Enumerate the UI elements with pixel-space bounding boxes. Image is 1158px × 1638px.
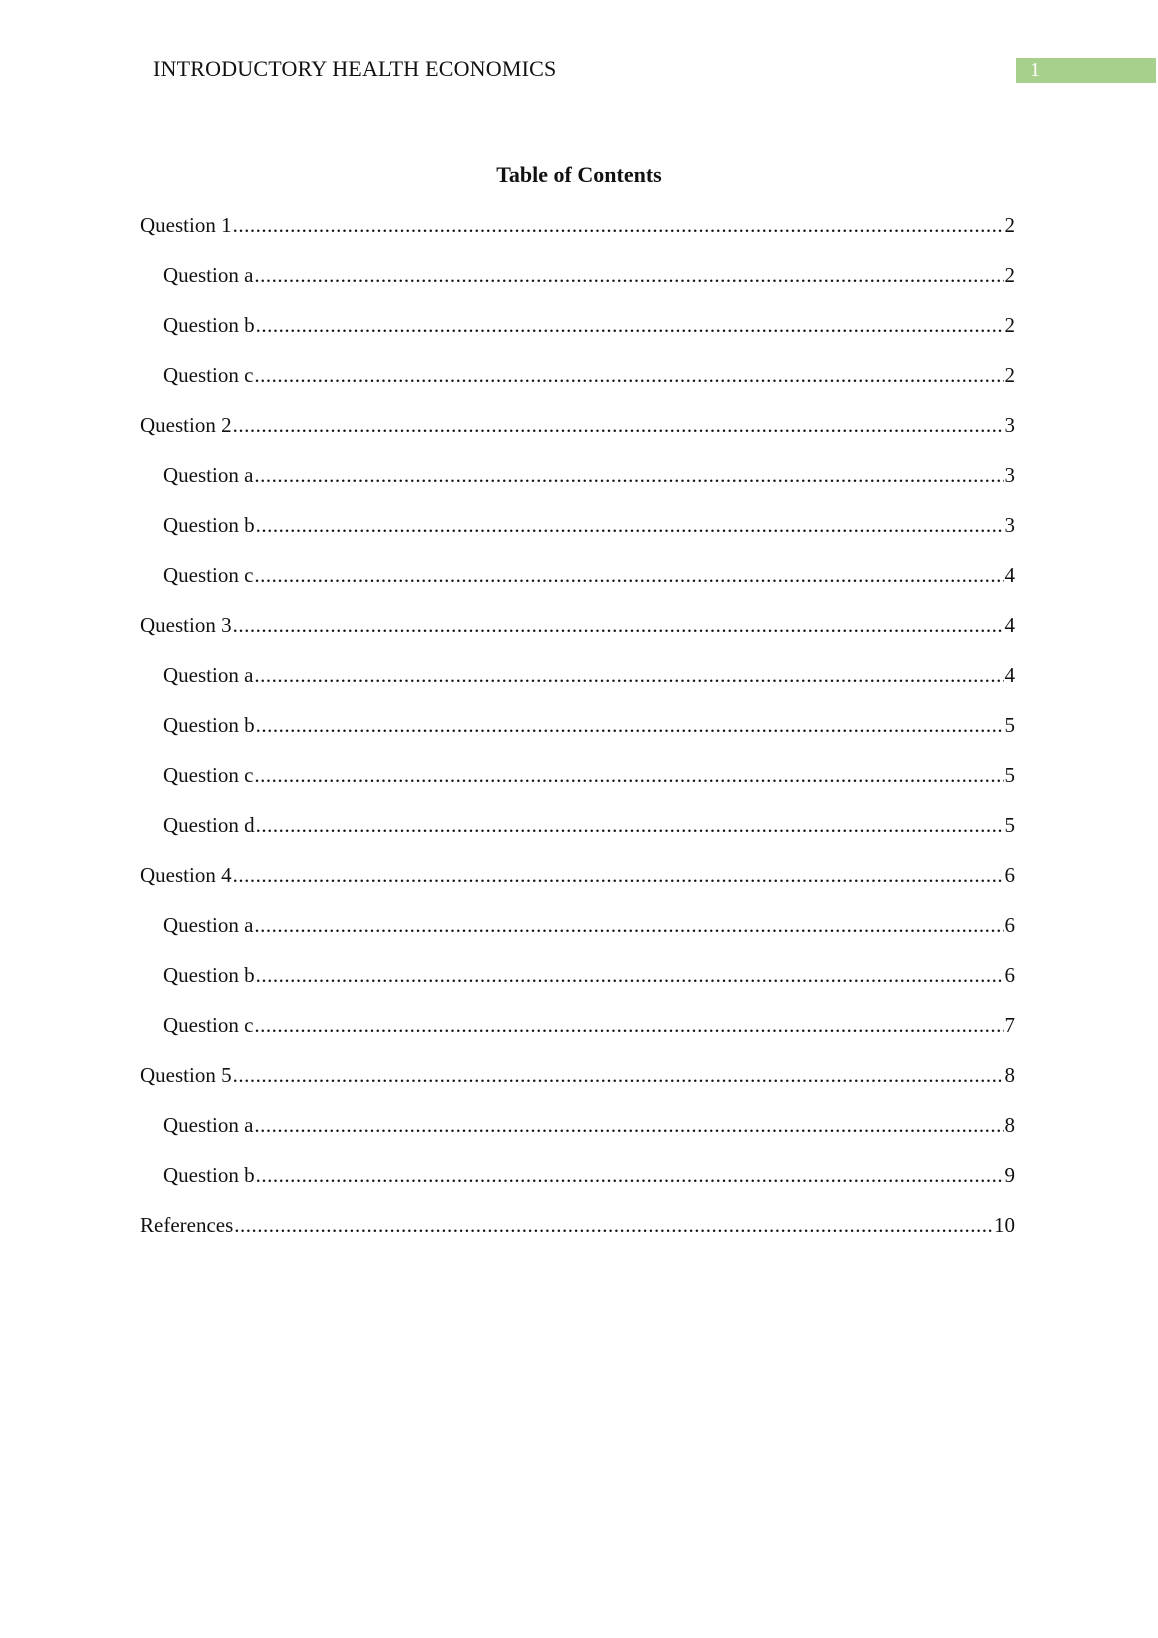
toc-entry-label: Question 1 [140, 213, 232, 237]
toc-entry[interactable] [140, 762, 1015, 812]
toc-entry-page-number: 2 [1004, 363, 1015, 387]
toc-entry-label: Question c [163, 1013, 254, 1037]
toc-entry[interactable] [140, 412, 1015, 462]
toc-entry[interactable] [140, 512, 1015, 562]
toc-dot-leader [233, 862, 1004, 888]
toc-entry-page-number: 2 [1004, 263, 1015, 287]
toc-heading: Table of Contents [496, 162, 662, 187]
toc-entry-page-number: 7 [1004, 1013, 1015, 1037]
toc-entry-page-number: 4 [1004, 563, 1015, 587]
toc-entry-page-number: 4 [1004, 663, 1015, 687]
toc-entry-label: Question b [163, 513, 255, 537]
toc-entry-label: Question b [163, 313, 255, 337]
toc-entry-label: Question c [163, 763, 254, 787]
toc-entry[interactable] [140, 1162, 1015, 1212]
toc-entry-page-number: 3 [1004, 513, 1015, 537]
toc-dot-leader [256, 812, 1004, 838]
toc-entry[interactable] [140, 862, 1015, 912]
toc-entry[interactable] [140, 462, 1015, 512]
toc-entry[interactable] [140, 362, 1015, 412]
page-number-badge: 1 [1016, 58, 1156, 83]
toc-dot-leader [233, 612, 1004, 638]
toc-entry-page-number: 2 [1004, 213, 1015, 237]
toc-dot-leader [254, 262, 1003, 288]
toc-entry-page-number: 10 [994, 1213, 1015, 1237]
toc-entry-page-number: 3 [1004, 413, 1015, 437]
toc-entry[interactable] [140, 912, 1015, 962]
toc-entry-label: Question d [163, 813, 255, 837]
toc-entry[interactable] [140, 1112, 1015, 1162]
toc-dot-leader [254, 362, 1003, 388]
toc-entry[interactable] [140, 562, 1015, 612]
toc-entry[interactable] [140, 1062, 1015, 1112]
toc-entry-label: Question c [163, 363, 254, 387]
running-header: INTRODUCTORY HEALTH ECONOMICS [153, 56, 557, 81]
toc-entry-label: Question b [163, 713, 255, 737]
toc-entry-page-number: 8 [1004, 1063, 1015, 1087]
toc-dot-leader [254, 562, 1003, 588]
toc-entry[interactable] [140, 212, 1015, 262]
toc-dot-leader [233, 1062, 1004, 1088]
toc-entry-page-number: 8 [1004, 1113, 1015, 1137]
toc-entry[interactable] [140, 1012, 1015, 1062]
toc-entry-page-number: 2 [1004, 313, 1015, 337]
toc-entry[interactable] [140, 312, 1015, 362]
toc-entry-page-number: 5 [1004, 763, 1015, 787]
toc-dot-leader [256, 712, 1004, 738]
toc-entry[interactable] [140, 262, 1015, 312]
toc-entry-label: Question c [163, 563, 254, 587]
toc-dot-leader [256, 1162, 1004, 1188]
toc-dot-leader [256, 962, 1004, 988]
toc-entry-label: Question a [163, 463, 254, 487]
table-of-contents [140, 212, 1015, 1262]
toc-entry-label: References [140, 1213, 234, 1237]
toc-dot-leader [254, 912, 1003, 938]
toc-entry-label: Question b [163, 1163, 255, 1187]
toc-entry-label: Question a [163, 663, 254, 687]
toc-entry-page-number: 4 [1004, 613, 1015, 637]
toc-dot-leader [254, 762, 1003, 788]
toc-entry-page-number: 9 [1004, 1163, 1015, 1187]
toc-entry-page-number: 3 [1004, 463, 1015, 487]
toc-entry-label: Question a [163, 1113, 254, 1137]
toc-entry-page-number: 6 [1004, 913, 1015, 937]
toc-entry-label: Question a [163, 263, 254, 287]
toc-dot-leader [233, 212, 1004, 238]
toc-entry-label: Question a [163, 913, 254, 937]
toc-entry[interactable] [140, 962, 1015, 1012]
toc-dot-leader [254, 1012, 1003, 1038]
toc-entry[interactable] [140, 612, 1015, 662]
toc-dot-leader [256, 312, 1004, 338]
toc-dot-leader [234, 1212, 993, 1238]
toc-entry[interactable] [140, 812, 1015, 862]
toc-entry-label: Question 2 [140, 413, 232, 437]
toc-entry-page-number: 6 [1004, 863, 1015, 887]
toc-dot-leader [254, 662, 1003, 688]
toc-dot-leader [256, 512, 1004, 538]
toc-entry-page-number: 5 [1004, 813, 1015, 837]
toc-entry-label: Question 5 [140, 1063, 232, 1087]
toc-entry-label: Question 3 [140, 613, 232, 637]
toc-entry-page-number: 6 [1004, 963, 1015, 987]
toc-entry[interactable] [140, 1212, 1015, 1262]
toc-dot-leader [254, 462, 1003, 488]
toc-entry[interactable] [140, 662, 1015, 712]
toc-entry-label: Question b [163, 963, 255, 987]
toc-dot-leader [254, 1112, 1003, 1138]
toc-entry-label: Question 4 [140, 863, 232, 887]
toc-entry-page-number: 5 [1004, 713, 1015, 737]
toc-dot-leader [233, 412, 1004, 438]
toc-entry[interactable] [140, 712, 1015, 762]
